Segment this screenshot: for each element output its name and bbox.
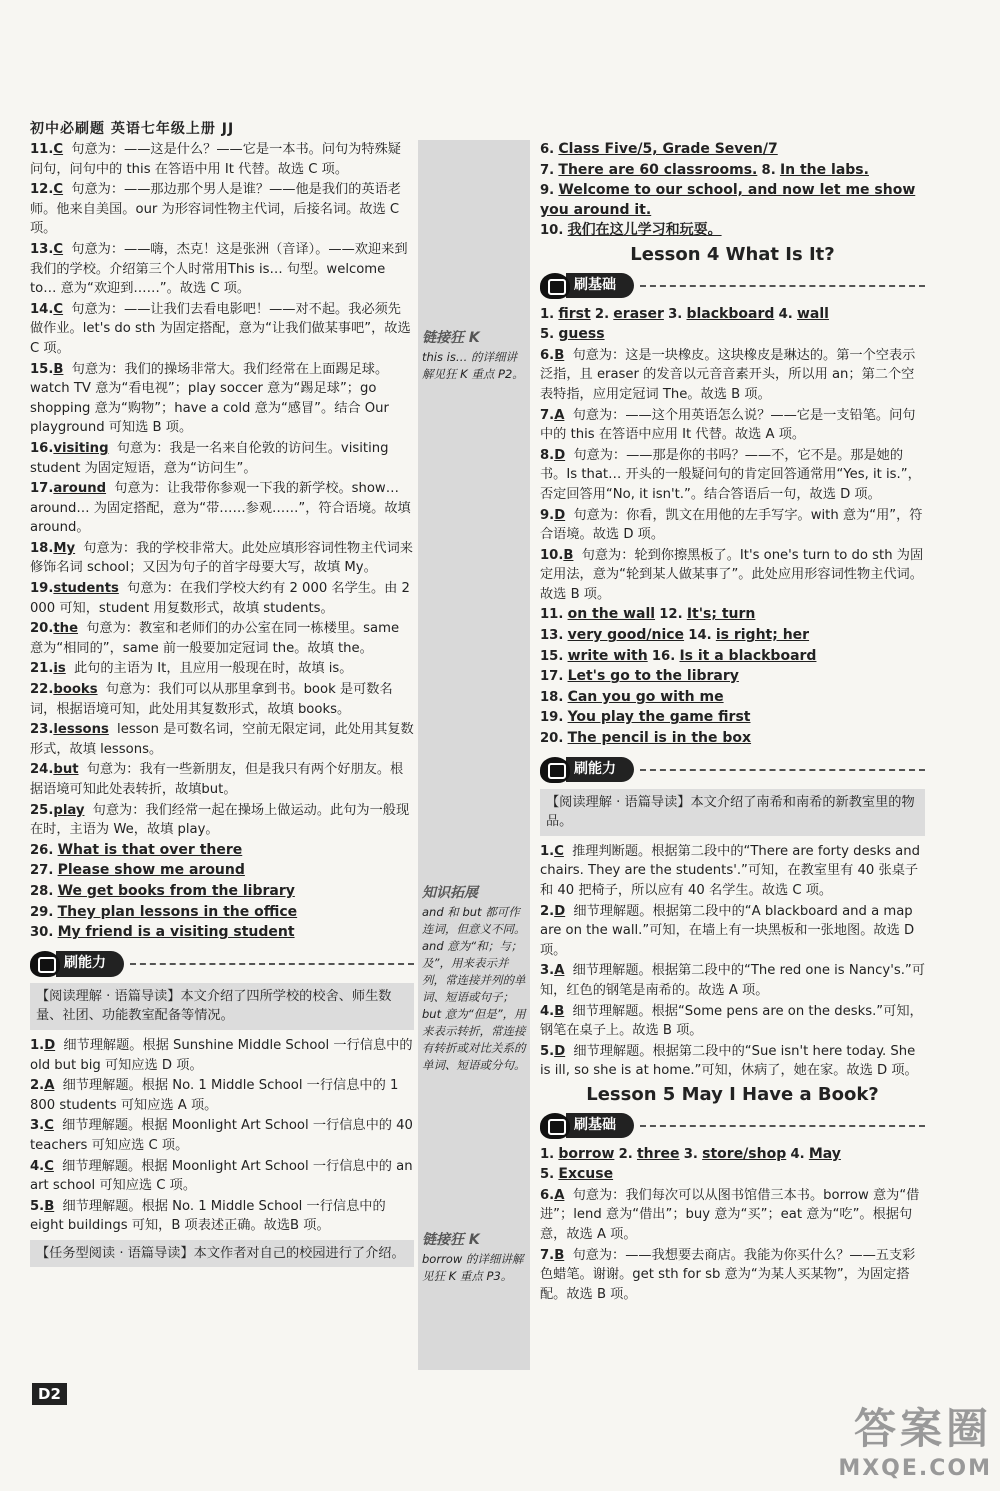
item-number: 4. <box>30 1158 45 1174</box>
item-answer: D <box>554 903 566 919</box>
item-answer: Can you go with me <box>567 688 724 705</box>
side-note-title: 链接狂 K <box>422 1232 480 1248</box>
side-note-text: this is… 的详细讲解见狂 K 重点 P2。 <box>422 350 524 381</box>
item-number: 3. <box>683 1146 698 1162</box>
list-item <box>30 760 414 799</box>
badge-basic: 刷基础 <box>540 273 925 299</box>
item-number: 6. <box>540 142 555 157</box>
item-answer: Please show me around <box>57 862 245 879</box>
item-number: 27. <box>30 863 54 879</box>
item-number: 6. <box>540 347 555 363</box>
item-answer: A <box>554 1187 565 1203</box>
item-number: 5. <box>540 327 555 343</box>
item-number: 1. <box>30 1037 45 1053</box>
item-explanation: 细节理解题。根据 Sunshine Middle School 一行信息中的 old but big 可知应选 D 项。 <box>30 1037 413 1073</box>
item-explanation: lesson 是可数名词，空前无限定词，此处用其复数形式，故填 lessons。 <box>30 722 414 757</box>
list-item <box>540 902 925 961</box>
page-header: 初中必刷题 英语七年级上册 JJ <box>30 121 235 137</box>
item-answer: the <box>53 621 79 637</box>
item-answer: May <box>808 1145 841 1162</box>
item-number: 1. <box>540 306 555 322</box>
item-number: 5. <box>30 1198 45 1214</box>
phrase-item <box>540 161 925 181</box>
list-item <box>30 1157 414 1196</box>
item-number: 11. <box>30 142 54 157</box>
side-note-text: borrow 的详细讲解见狂 K 重点 P3。 <box>422 1252 524 1283</box>
item-number: 6. <box>540 1187 555 1203</box>
item-answer: on the wall <box>567 606 656 623</box>
list-item <box>540 446 925 505</box>
item-answer: is right; her <box>715 627 810 644</box>
item-number: 10. <box>540 547 564 563</box>
list-item <box>30 300 414 359</box>
item-number: 19. <box>540 710 564 726</box>
item-number: 11. <box>540 607 564 623</box>
item-explanation: 细节理解题。根据“Some pens are on the desks.”可知，钢笔在桌子上。故选 B 项。 <box>540 1003 923 1039</box>
item-number: 17. <box>540 669 564 685</box>
answer-line <box>540 305 925 325</box>
item-answer: store/shop <box>702 1145 787 1162</box>
item-explanation: 句意为：——让我们去看电影吧！——对不起。我必须先做作业。let's do sth 为固定搭配，意为“让我们做某事吧”，故选 C 项。 <box>30 301 411 356</box>
item-answer: D <box>554 447 566 463</box>
item-number: 8. <box>540 447 555 463</box>
phrase-item <box>30 861 414 881</box>
brush-icon <box>540 273 570 299</box>
list-item <box>30 659 414 679</box>
list-item <box>30 1076 414 1115</box>
item-explanation: 句意为：我有一些新朋友，但是我只有两个好朋友。根据语境可知此处表转折，故填but。 <box>30 762 404 797</box>
item-explanation: 句意为：我们经常一起在操场上做运动。此句为一般现在时，主语为 We，故填 play。 <box>30 802 410 838</box>
item-answer: students <box>53 581 119 597</box>
item-explanation: 此句的主语为 It，且应用一般现在时，故填 is。 <box>69 661 353 677</box>
item-answer: C <box>53 142 64 157</box>
item-answer: B <box>554 1003 565 1019</box>
item-answer: three <box>636 1145 680 1162</box>
list-item <box>30 1036 414 1075</box>
item-answer: C <box>554 843 564 859</box>
reading-intro: 【阅读理解 · 语篇导读】本文介绍了四所学校的校舍、师生数量、社团、功能教室配备等情况。 <box>30 983 414 1030</box>
item-answer: books <box>53 682 98 698</box>
item-number: 28. <box>30 883 54 899</box>
phrase-item <box>540 708 925 728</box>
item-answer: My friend is a visiting student <box>57 924 295 941</box>
list-item <box>540 546 925 605</box>
item-answer: C <box>53 301 64 317</box>
list-item <box>540 1042 925 1081</box>
item-answer: B <box>554 1247 565 1263</box>
phrase-item <box>540 688 925 708</box>
item-explanation: 句意为：——我想要去商店。我能为你买什么？——五支彩色蜡笔。谢谢。get sth for sb 意为“为某人买某物”，为固定搭配。故选 B 项。 <box>540 1247 916 1302</box>
task-intro: 【任务型阅读 · 语篇导读】本文作者对自己的校园进行了介绍。 <box>30 1240 414 1268</box>
list-item <box>540 1002 925 1041</box>
item-number: 5. <box>540 1043 555 1059</box>
list-item <box>30 1116 414 1155</box>
side-column <box>418 140 530 1370</box>
answer-line <box>540 1165 925 1185</box>
phrase-item <box>540 667 925 687</box>
phrase-item <box>30 903 414 923</box>
item-answer: They plan lessons in the office <box>57 903 298 920</box>
item-number: 7. <box>540 407 555 423</box>
item-number: 20. <box>30 621 54 637</box>
badge-basic: 刷基础 <box>540 1113 925 1139</box>
list-item <box>30 360 414 438</box>
lesson-5-title: Lesson 5 May I Have a Book? <box>586 1083 879 1105</box>
phrase-item <box>540 140 925 160</box>
item-answer: There are 60 classrooms. <box>558 161 758 178</box>
item-answer: D <box>554 1043 566 1059</box>
item-number: 12. <box>659 607 683 623</box>
item-number: 20. <box>540 731 564 747</box>
phrase-item <box>540 647 925 667</box>
item-number: 30. <box>30 925 54 941</box>
badge-ability: 刷能力 <box>30 951 414 977</box>
watermark-url: MXQE.COM <box>838 1456 992 1481</box>
item-number: 22. <box>30 682 54 698</box>
item-number: 13. <box>30 241 54 257</box>
phrase-item <box>540 605 925 625</box>
answer-line <box>540 1145 925 1165</box>
list-item <box>30 140 414 179</box>
item-explanation: 句意为：让我带你参观一下我的新学校。show… around… 为固定搭配，意为“带……参观……”，符合语境。故填 around。 <box>30 481 411 536</box>
item-explanation: 句意为：教室和老师们的办公室在同一栋楼里。same 意为“相同的”，same 前一般要加定冠词 the。故填 the。 <box>30 621 400 656</box>
phrase-item <box>30 882 414 902</box>
brush-icon <box>540 1113 570 1139</box>
item-number: 26. <box>30 842 54 858</box>
list-item <box>30 439 414 478</box>
list-item <box>540 406 925 445</box>
item-explanation: 句意为：我们的操场非常大。我们经常在上面踢足球。watch TV 意为“看电视”；play soccer 意为“踢足球”；go shopping 意为“购物”；have a cold 意为“感冒”。结合 Our playground 可知选 B 项。 <box>30 361 389 436</box>
item-number: 16. <box>651 648 676 664</box>
item-answer: borrow <box>558 1145 615 1162</box>
item-explanation: 句意为：——这是什么？——它是一本书。问句为特殊疑问句，问句中的 this 在答语中用 It 代替。故选 C 项。 <box>30 142 401 177</box>
list-item <box>540 1186 925 1245</box>
item-answer: In the labs. <box>779 161 869 178</box>
item-explanation: 细节理解题。根据第二段中的“Sue isn't here today. She is ill, so she is at home.”可知，休病了，她在家。故选 D 项。 <box>540 1043 918 1079</box>
item-number: 4. <box>778 306 793 322</box>
item-answer: blackboard <box>686 305 775 322</box>
item-explanation: 句意为：我们可以从那里拿到书。book 是可数名词，根据语境可知，此处用其复数形式，故填 books。 <box>30 682 393 717</box>
item-number: 2. <box>618 1146 633 1162</box>
item-answer: but <box>53 762 79 778</box>
item-answer: Let's go to the library <box>567 668 739 685</box>
item-answer: eraser <box>613 305 664 322</box>
item-number: 3. <box>30 1118 45 1134</box>
badge-ability: 刷能力 <box>540 757 925 783</box>
item-number: 3. <box>668 306 683 322</box>
item-explanation: 细节理解题。根据第二段中的“A blackboard and a map are on the wall.”可知，在墙上有一块黑板和一张地图。故选 D 项。 <box>540 903 915 958</box>
list-item <box>30 579 414 618</box>
list-item <box>540 842 925 901</box>
item-number: 13. <box>540 628 564 644</box>
item-answer: A <box>554 963 565 979</box>
page-number: D2 <box>32 1383 67 1405</box>
item-answer: 我们在这儿学习和玩耍。 <box>567 222 722 239</box>
watermark-logo: 答案圈 <box>853 1404 992 1453</box>
item-number: 2. <box>30 1078 45 1094</box>
item-explanation: 句意为：——嗨，杰克！这是张洲（音译）。——欢迎来到我们的学校。介绍第三个人时常用This is… 句型。welcome to… 意为“欢迎到……”。故选 C 项。 <box>30 241 408 297</box>
item-number: 23. <box>30 722 54 738</box>
answer-line <box>540 325 925 345</box>
item-explanation: 句意为：我是一名来自伦敦的访问生。visiting student 为固定短语，意为“访问生”。 <box>30 440 389 476</box>
phrase-item <box>540 626 925 646</box>
side-note-link-2 <box>422 1232 528 1285</box>
list-item <box>540 1246 925 1305</box>
item-answer: My <box>53 540 76 556</box>
item-answer: visiting <box>53 440 109 456</box>
item-number: 3. <box>540 963 555 979</box>
watermark <box>838 1396 992 1481</box>
item-number: 14. <box>688 628 712 644</box>
list-item <box>540 346 925 405</box>
item-number: 18. <box>540 689 564 705</box>
item-number: 24. <box>30 762 54 778</box>
item-answer: Excuse <box>558 1166 614 1183</box>
brush-icon <box>30 951 60 977</box>
item-answer: C <box>44 1158 54 1174</box>
item-answer: What is that over there <box>57 841 243 858</box>
item-answer: D <box>44 1037 56 1053</box>
item-answer: very good/nice <box>567 627 685 644</box>
item-answer: A <box>554 407 565 423</box>
item-number: 15. <box>540 648 564 664</box>
item-number: 7. <box>540 1247 555 1263</box>
item-number: 15. <box>30 361 54 377</box>
list-item <box>30 479 414 538</box>
phrase-item <box>30 923 414 943</box>
side-note-knowledge <box>422 885 528 1074</box>
item-answer: A <box>44 1078 55 1094</box>
item-explanation: 句意为：轮到你擦黑板了。It's one's turn to do sth 为固定用法，意为“轮到某人做某事了”。此处应用形容词性物主代词。故选 B 项。 <box>540 547 924 602</box>
list-item <box>30 619 414 658</box>
item-explanation: 细节理解题。根据 Moonlight Art School 一行信息中的 an art school 可知应选 C 项。 <box>30 1158 413 1194</box>
item-number: 16. <box>30 440 54 456</box>
item-number: 10. <box>540 223 564 239</box>
brush-icon <box>540 757 570 783</box>
item-answer: Is it a blackboard <box>679 647 817 664</box>
item-number: 25. <box>30 802 54 818</box>
item-number: 2. <box>594 306 610 322</box>
item-number: 17. <box>30 481 54 497</box>
item-number: 2. <box>540 903 555 919</box>
list-item <box>30 539 414 578</box>
list-item <box>30 1197 414 1236</box>
item-answer: C <box>53 241 64 257</box>
item-explanation: 句意为：——这个用英语怎么说？——它是一支铅笔。问句中的 this 在答语中应用 It 代替。故选 A 项。 <box>540 407 916 443</box>
item-number: 9. <box>540 183 555 199</box>
item-answer: Class Five/5, Grade Seven/7 <box>558 141 778 157</box>
list-item <box>30 680 414 719</box>
item-answer: wall <box>796 305 829 322</box>
list-item <box>30 180 414 239</box>
phrase-item <box>540 181 925 220</box>
item-answer: write with <box>567 647 648 664</box>
side-note-title: 链接狂 K <box>422 330 480 346</box>
list-item <box>30 801 414 840</box>
side-note-link-1 <box>422 330 528 383</box>
item-number: 12. <box>30 182 54 198</box>
right-column <box>540 140 925 1305</box>
item-explanation: 句意为：你看，凯文在用他的左手写字。with 意为“用”，符合语境。故选 D 项。 <box>540 507 923 543</box>
item-explanation: 句意为：我的学校非常大。此处应填形容词性物主代词来修饰名词 school；又因为句子的首字母要大写，故填 My。 <box>30 540 413 576</box>
item-answer: B <box>554 347 565 363</box>
item-explanation: 细节理解题。根据 No. 1 Middle School 一行信息中的 eight buildings 可知，B 项表述正确。故选B 项。 <box>30 1198 386 1234</box>
item-answer: first <box>558 305 591 322</box>
item-explanation: 细节理解题。根据 Moonlight Art School 一行信息中的 40 teachers 可知应选 C 项。 <box>30 1118 413 1153</box>
item-answer: We get books from the library <box>57 882 295 899</box>
item-explanation: 句意为：——那边那个男人是谁？——他是我们的英语老师。他来自美国。our 为形容词性物主代词，后接名词。故选 C 项。 <box>30 182 401 237</box>
item-answer: D <box>554 507 566 523</box>
list-item <box>30 240 414 299</box>
list-item <box>540 506 925 545</box>
item-answer: It's; turn <box>686 606 756 623</box>
item-explanation: 推理判断题。根据第二段中的“There are forty desks and chairs. They are the students'.”可知，在教室里有 40 张桌子和 40 把椅子，所以应有 40 名学生。故选 C 项。 <box>540 843 920 898</box>
item-number: 4. <box>540 1003 555 1019</box>
item-number: 7. <box>540 162 555 178</box>
item-answer: B <box>44 1198 55 1214</box>
item-number: 4. <box>790 1146 805 1162</box>
item-answer: lessons <box>53 722 109 738</box>
item-answer: The pencil is in the box <box>567 730 752 747</box>
item-explanation: 细节理解题。根据第二段中的“The red one is Nancy's.”可知，红色的钢笔是南希的。故选 A 项。 <box>540 963 925 998</box>
item-number: 8. <box>761 162 776 178</box>
list-item <box>540 961 925 1000</box>
item-answer: play <box>53 802 85 818</box>
item-number: 1. <box>540 843 555 859</box>
item-answer: is <box>53 661 66 677</box>
item-explanation: 句意为：在我们学校大约有 2 000 名学生。由 2 000 可知，student 用复数形式，故填 students。 <box>30 581 410 616</box>
item-explanation: 句意为：这是一块橡皮。这块橡皮是琳达的。第一个空表示泛指，且 eraser 的发音以元音音素开头，所以用 an；第二个空表特指，应用定冠词 The。故选 B 项。 <box>540 347 916 402</box>
item-number: 5. <box>540 1167 555 1183</box>
phrase-item <box>540 729 925 749</box>
left-column <box>30 140 414 1273</box>
item-answer: around <box>53 481 107 497</box>
item-number: 14. <box>30 301 54 317</box>
phrase-item <box>540 221 925 241</box>
reading-intro: 【阅读理解 · 语篇导读】本文介绍了南希和南希的新教室里的物品。 <box>540 789 925 836</box>
item-answer: B <box>563 547 574 563</box>
list-item <box>30 720 414 759</box>
item-number: 21. <box>30 661 54 677</box>
item-explanation: 细节理解题。根据 No. 1 Middle School 一行信息中的 1 800 students 可知应选 A 项。 <box>30 1078 399 1113</box>
item-number: 18. <box>30 540 54 556</box>
item-answer: Welcome to our school, and now let me show you around it. <box>540 182 916 218</box>
item-number: 1. <box>540 1146 555 1162</box>
item-number: 9. <box>540 507 555 523</box>
item-answer: guess <box>558 326 605 343</box>
item-answer: You play the game first <box>567 709 751 726</box>
lesson-4-title: Lesson 4 What Is It? <box>630 243 835 265</box>
item-explanation: 句意为：——那是你的书吗？——不，它不是。那是她的书。Is that… 开头的一般疑问句的肯定回答通常用“Yes, it is.”，否定回答用“No, it isn't.”。结合答语后一句，故选 D 项。 <box>540 447 921 502</box>
item-answer: C <box>53 182 64 198</box>
side-note-text: and 和 but 都可作连词，但意义不同。and 意为“和；与；及”，用来表示并列，常连接并列的单词、短语或句子；but 意为“但是”，用来表示转折，常连接有转折或对比关系的单词、短语或分句。 <box>422 905 526 1072</box>
item-number: 19. <box>30 581 54 597</box>
item-answer: B <box>53 361 64 377</box>
item-number: 29. <box>30 904 54 920</box>
item-explanation: 句意为：我们每次可以从图书馆借三本书。borrow 意为“借进”；lend 意为“借出”；buy 意为“买”；eat 意为“吃”。根据句意，故选 A 项。 <box>540 1187 920 1242</box>
phrase-item <box>30 841 414 861</box>
item-answer: C <box>44 1118 54 1134</box>
side-note-title: 知识拓展 <box>422 885 478 901</box>
